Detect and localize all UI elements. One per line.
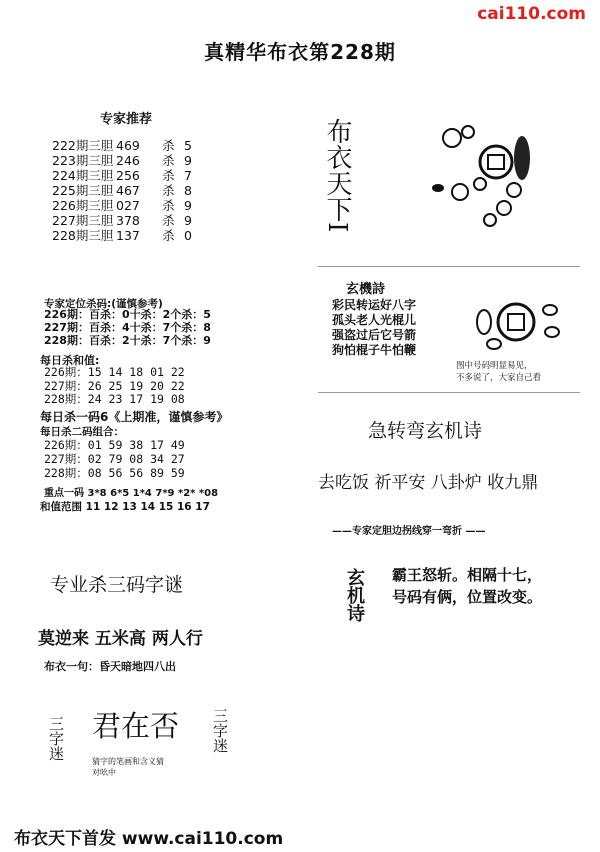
expert-list (52, 138, 192, 243)
list-item: 225期三胆 467 杀 8 (52, 183, 192, 198)
list-item: 224期三胆 256 杀 7 (52, 168, 192, 183)
sum-title: 每日杀和值: (40, 354, 100, 367)
expert-subtitle: ——专家定胆边拐线穿一弯折 —— (332, 526, 486, 537)
riddle-hint: 猜字的笔画和含义猜 对吆中 (92, 757, 164, 777)
xuanji-title: 玄機詩 (346, 282, 386, 297)
list-item: 223期三胆 246 杀 9 (52, 153, 192, 168)
riddle-poem-line: 去吃饭 祈平安 八卦炉 收九鼎 (318, 473, 539, 493)
list-item: 227期：26 25 19 20 22 (44, 378, 185, 393)
riddle-word: 君在否 (92, 709, 180, 743)
sum-range: 和值范围 11 12 13 14 15 16 17 (40, 501, 210, 513)
image-caption: 图中号码明显易见， 不多说了，大家自己看 (456, 361, 542, 383)
list-item: 228期三胆 137 杀 0 (52, 228, 192, 243)
riddle-label-left: 三字迷 (47, 716, 65, 761)
list-item: 222期三胆 469 杀 5 (52, 138, 192, 153)
list-item: 226期三胆 027 杀 9 (52, 198, 192, 213)
list-item: 227期：百杀：4十杀：7个杀：8 (44, 321, 211, 334)
position-list (44, 308, 211, 347)
position-title: 专家定位杀码:(谨慎参考) (44, 298, 163, 310)
footer-banner: 布衣天下首发 www.cai110.com (14, 829, 284, 849)
buyi-vertical-title: 布衣天下I (322, 118, 352, 233)
list-item: 226期：15 14 18 01 22 (44, 365, 185, 379)
list-item: 227期：02 79 08 34 27 (44, 452, 185, 466)
expert-section-title: 专家推荐 (100, 112, 153, 127)
buyi-sentence: 布衣一句：昏天暗地四八出 (44, 660, 176, 673)
list-item: 228期：08 56 56 89 59 (44, 466, 185, 480)
sum-list (44, 366, 185, 407)
list-item: 228期：24 23 17 19 08 (44, 392, 185, 406)
key-number: 重点一码 3*8 6*5 1*4 7*9 *2* *08 (44, 488, 219, 499)
page-title: 真精华布衣第228期 (204, 40, 396, 64)
list-item: 226期：百杀：0十杀：2个杀：5 (44, 308, 211, 321)
bawang-poem: 霸王怒斩。相隔十七， 号码有俩，位置改变。 (392, 566, 543, 606)
divider (318, 392, 580, 393)
riddle-poem-title: 急转弯玄机诗 (368, 420, 483, 442)
site-watermark: cai110.com (477, 4, 586, 24)
divider (318, 266, 580, 267)
daily-kill: 每日杀一码6《上期准，谨慎参考》 (40, 410, 229, 424)
xuanji-vertical: 玄机诗 (344, 568, 365, 622)
coin-chain-image (470, 292, 570, 354)
list-item: 228期：百杀：2十杀：7个杀：9 (44, 334, 211, 347)
riddle-label-right: 三字迷 (211, 708, 229, 753)
pair-title: 每日杀二码组合： (40, 426, 124, 438)
coin-pendant-image (430, 120, 550, 230)
pair-list (44, 438, 185, 480)
xuanji-poem: 彩民转运好八字 孤头老人光棍儿 强盗过后它号箭 狗怕棍子牛怕鞭 (332, 298, 417, 357)
list-item: 226期：01 59 38 17 49 (44, 438, 185, 452)
riddle-line: 莫逆来 五米高 两人行 (38, 629, 203, 649)
riddle-title: 专业杀三码字谜 (50, 574, 184, 596)
list-item: 227期三胆 378 杀 9 (52, 213, 192, 228)
